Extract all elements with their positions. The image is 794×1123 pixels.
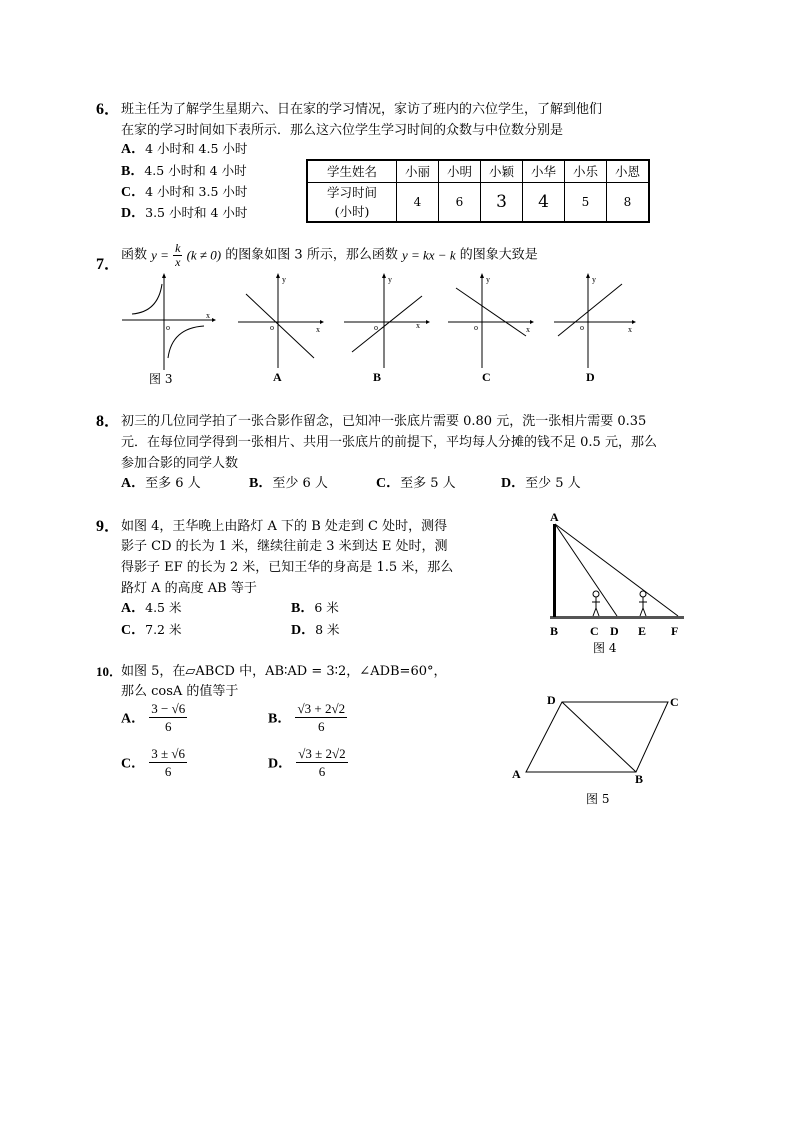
graph-option-c <box>446 272 536 372</box>
q10-option-a <box>121 700 187 735</box>
point-label-f: F <box>671 624 679 638</box>
option-label: C． <box>121 756 146 772</box>
point-label-b: B <box>550 624 559 638</box>
option-label: A． <box>121 711 146 727</box>
axis-x-label: x <box>416 321 420 330</box>
q8-line3: 参加合影的同学人数 <box>121 456 239 471</box>
q10-line2: 那么 cosA 的值等于 <box>121 684 239 699</box>
q10-option-c <box>121 745 187 780</box>
q7-formula: y = kx − k <box>401 247 456 263</box>
option-text: 3.5 小时和 4 小时 <box>145 205 248 220</box>
point-label-a: A <box>550 510 559 524</box>
q8-option-c <box>376 472 456 492</box>
option-label: D． <box>268 756 293 772</box>
option-text: 8 米 <box>315 622 340 637</box>
option-label: C． <box>121 623 146 638</box>
header-line: (小时) <box>334 203 370 219</box>
table-cell: 小明 <box>439 160 481 182</box>
option-text: 至少 6 人 <box>272 476 328 491</box>
q9-line1: 如图 4，王华晚上由路灯 A 下的 B 处走到 C 处时，测得 <box>121 519 448 534</box>
frac-numerator: 3 − √6 <box>151 701 186 716</box>
axis-y-label: y <box>486 275 490 284</box>
frac-denominator: 6 <box>165 719 172 734</box>
origin-label: o <box>580 323 584 332</box>
option-text: 4 小时和 4.5 小时 <box>145 141 248 156</box>
figure-5-parallelogram <box>506 688 696 788</box>
option-label: B． <box>268 711 292 727</box>
graph-label-d: D <box>586 370 595 384</box>
header-line: 学习时间 <box>326 184 377 200</box>
q8-number: 8． <box>96 413 121 430</box>
diagonal-db <box>562 702 636 772</box>
axis-y-label: y <box>592 275 596 284</box>
axis-x-label: x <box>526 325 530 334</box>
table-cell: 3 <box>481 182 523 222</box>
point-label-a: A <box>512 767 521 781</box>
option-text: 至多 6 人 <box>145 476 201 491</box>
q6-line1: 班主任为了解学生星期六、日在家的学习情况，家访了班内的六位学生，了解到他们 <box>121 102 603 117</box>
q9-line2: 影子 CD 的长为 1 米，继续往前走 3 米到达 E 处时，测 <box>121 539 448 554</box>
q6-line2: 在家的学习时间如下表所示．那么这六位学生学习时间的众数与中位数分别是 <box>121 123 564 138</box>
option-fraction <box>296 745 347 780</box>
option-label: D． <box>291 623 316 638</box>
frac-denominator: 6 <box>164 764 172 779</box>
option-label: D． <box>121 206 146 221</box>
q9-option-d <box>291 619 340 639</box>
person-figure-c <box>592 591 600 616</box>
q7-number: 7． <box>96 256 121 273</box>
option-text: 7.2 米 <box>145 622 182 637</box>
option-text: 4.5 小时和 4 小时 <box>144 163 247 178</box>
axis-x-label: x <box>206 311 210 320</box>
option-fraction <box>149 745 187 780</box>
q9-number: 9． <box>96 518 121 535</box>
origin-label: o <box>474 323 478 332</box>
graph-option-a <box>236 272 326 372</box>
graph-option-b <box>342 272 432 372</box>
q10-option-b <box>268 700 347 735</box>
option-fraction <box>295 700 347 735</box>
q9-option-a <box>121 597 181 617</box>
q9-line3: 得影子 EF 的长为 2 米，已知王华的身高是 1.5 米，那么 <box>121 560 454 575</box>
point-label-c: C <box>670 695 679 709</box>
option-text: 6 米 <box>314 600 339 615</box>
q8-line2: 元．在每位同学得到一张相片、共用一张底片的前提下，平均每人分摊的钱不足 0.5 元，那么 <box>121 435 657 450</box>
option-text: 至多 5 人 <box>400 476 456 491</box>
frac-denominator: 6 <box>318 719 325 734</box>
table-cell: 小华 <box>523 160 565 182</box>
option-label: C． <box>121 185 146 200</box>
point-label-d: D <box>547 693 556 707</box>
point-label-e: E <box>638 624 647 638</box>
q10-number: 10． <box>96 664 123 679</box>
frac-numerator: √3 + 2√2 <box>297 701 346 716</box>
frac-numerator: √3 ± 2√2 <box>298 746 346 761</box>
q6-study-time-table <box>306 159 650 223</box>
option-label: A． <box>121 142 146 157</box>
option-label: B． <box>121 164 145 179</box>
point-label-c: C <box>590 624 599 638</box>
option-text: 4.5 米 <box>145 600 182 615</box>
graph-label-a: A <box>273 370 282 384</box>
q6-number: 6． <box>96 101 121 118</box>
axis-x-label: x <box>316 325 320 334</box>
table-cell: 小丽 <box>397 160 439 182</box>
q9-option-c <box>121 619 181 639</box>
q8-line1: 初三的几位同学拍了一张合影作留念，已知冲一张底片需要 0.80 元，洗一张相片需要 0.35 <box>121 414 647 429</box>
table-cell: 6 <box>439 182 481 222</box>
option-label: A． <box>121 601 146 616</box>
q6-option-b <box>121 160 247 180</box>
q7-fraction <box>173 242 182 269</box>
q7-text: 函数 <box>121 247 148 263</box>
graph-label-c: C <box>482 370 491 384</box>
q6-option-d <box>121 202 247 222</box>
option-label: D． <box>501 476 526 491</box>
frac-denominator: 6 <box>318 764 326 779</box>
origin-label: o <box>374 323 378 332</box>
table-header-name: 学生姓名 <box>307 160 397 182</box>
figure-4-street-lamp <box>540 508 700 658</box>
table-cell: 小乐 <box>565 160 607 182</box>
q6-option-a <box>121 138 247 158</box>
q7-stem <box>121 242 538 269</box>
q6-option-c <box>121 181 247 201</box>
option-label: B． <box>291 601 315 616</box>
point-label-d: D <box>610 624 619 638</box>
q8-option-a <box>121 472 201 492</box>
q10-line1: 如图 5，在▱ABCD 中，AB∶AD = 3∶2，∠ADB=60°， <box>121 664 447 679</box>
figure-4-caption: 图 4 <box>593 641 617 655</box>
graph-label-b: B <box>373 370 382 384</box>
figure-3-hyperbola-graph <box>118 270 218 380</box>
axis-x-label: x <box>628 325 632 334</box>
q9-line4: 路灯 A 的高度 AB 等于 <box>121 581 257 596</box>
q8-option-b <box>249 472 328 492</box>
option-label: A． <box>121 476 146 491</box>
ground-line <box>550 616 684 619</box>
frac-denominator: x <box>175 255 181 269</box>
frac-numerator: 3 ± √6 <box>151 746 186 761</box>
frac-numerator: k <box>175 241 181 255</box>
q7-text: 的图象如图 3 所示，那么函数 <box>225 247 398 263</box>
table-cell: 小恩 <box>607 160 650 182</box>
axis-y-label: y <box>388 275 392 284</box>
option-label: C． <box>376 476 401 491</box>
figure-5-caption: 图 5 <box>586 792 610 806</box>
option-label: B． <box>249 476 273 491</box>
q7-condition: (k ≠ 0) <box>186 247 222 263</box>
option-text: 至少 5 人 <box>525 476 581 491</box>
table-cell: 8 <box>607 182 650 222</box>
table-cell: 小颖 <box>481 160 523 182</box>
option-text: 4 小时和 3.5 小时 <box>145 184 248 199</box>
q9-option-b <box>291 597 339 617</box>
lamp-post <box>553 524 556 617</box>
origin-label: o <box>270 323 274 332</box>
point-label-b: B <box>635 772 644 786</box>
person-figure-e <box>639 591 647 616</box>
origin-label: o <box>166 323 170 332</box>
q7-text: 的图象大致是 <box>459 247 538 263</box>
table-cell: 4 <box>397 182 439 222</box>
q7-formula: y = <box>151 247 169 263</box>
q10-option-d <box>268 745 348 780</box>
axis-y-label: y <box>282 275 286 284</box>
table-cell: 5 <box>565 182 607 222</box>
figure-3-caption: 图 3 <box>149 372 173 386</box>
graph-option-d <box>552 272 642 372</box>
option-fraction <box>149 700 187 735</box>
q8-option-d <box>501 472 581 492</box>
table-header-hours <box>307 182 397 222</box>
table-cell: 4 <box>523 182 565 222</box>
